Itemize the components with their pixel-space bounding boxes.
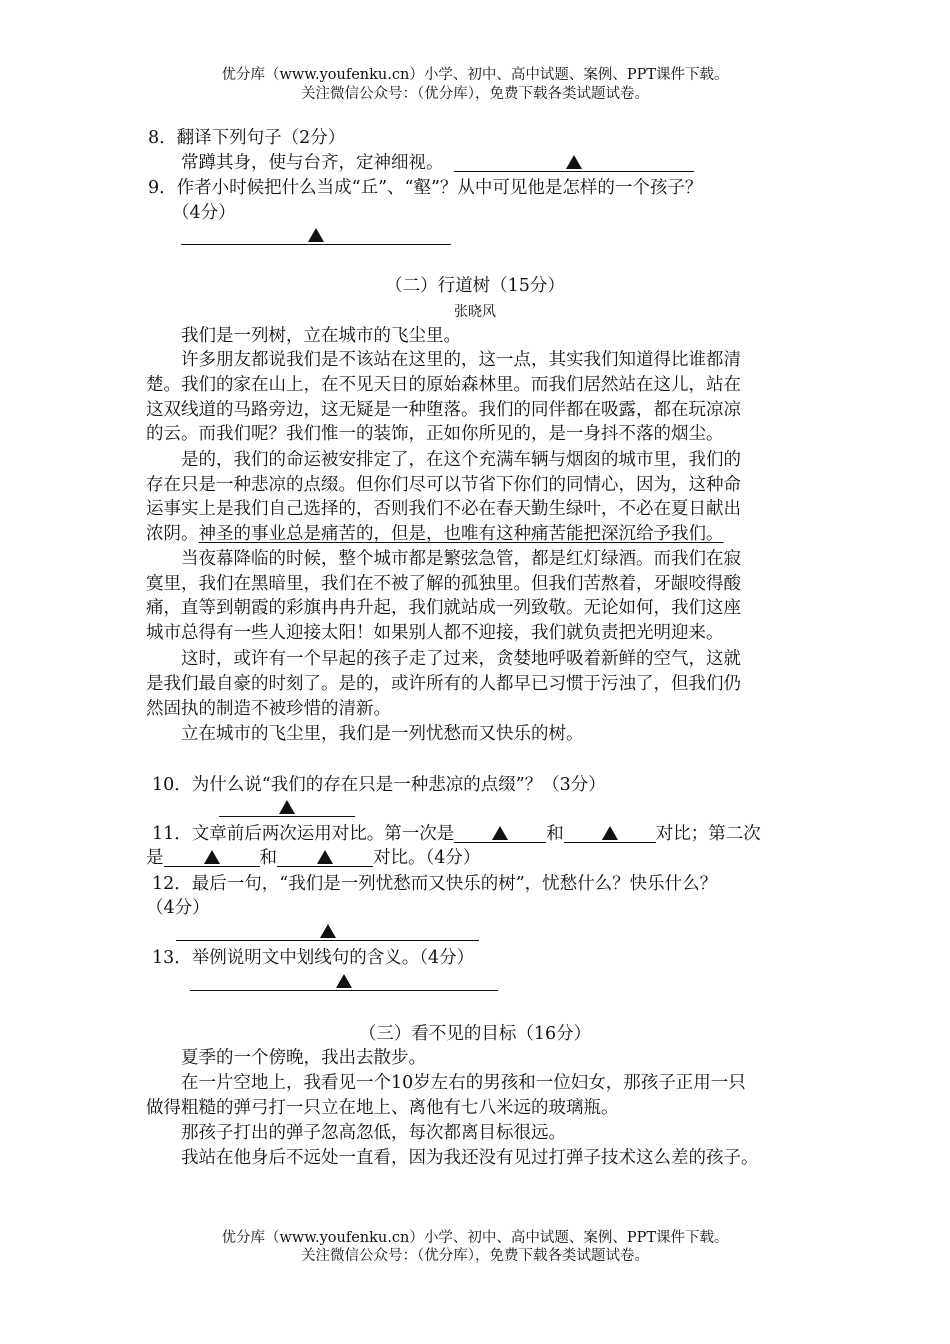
footer-line-2: 关注微信公众号：（优分库），免费下载各类试题试卷。 bbox=[301, 1248, 649, 1264]
q9-answer-blank[interactable] bbox=[181, 224, 451, 245]
q10-answer-blank[interactable] bbox=[219, 796, 355, 817]
q11-and: 和 bbox=[546, 824, 564, 844]
q11-blank-4[interactable] bbox=[277, 846, 373, 867]
paragraph-line: 当夜幕降临的时候，整个城市都是繁弦急管，都是红灯绿酒。而我们在寂 bbox=[181, 549, 741, 569]
q11-blank-2[interactable] bbox=[564, 822, 656, 843]
q13-answer-blank[interactable] bbox=[190, 970, 498, 991]
q11-line-2 bbox=[146, 846, 480, 870]
paragraph-line: 城市总得有一些人迎接太阳！如果别人都不迎接，我们就负责把光明迎来。 bbox=[146, 623, 724, 643]
q9-answer-line bbox=[181, 224, 451, 248]
q8-text: 常蹲其身，使与台齐，定神细视。 bbox=[181, 153, 444, 173]
section2-title: （二）行道树（15分） bbox=[385, 276, 565, 296]
triangle-icon bbox=[204, 850, 220, 864]
q13-answer-line bbox=[190, 970, 498, 994]
q12-answer-blank[interactable] bbox=[176, 920, 479, 941]
paragraph-line: 是我们最自豪的时刻了。是的，或许所有的人都早已习惯于污浊了，但我们仍 bbox=[146, 674, 741, 694]
q13-title: 13．举例说明文中划线句的含义。（4分） bbox=[152, 948, 475, 968]
q11-text: 对比。（4分） bbox=[373, 848, 481, 868]
footer-line-1: 优分库（www.youfenku.cn）小学、初中、高中试题、案例、PPT课件下载。 bbox=[221, 1230, 729, 1246]
q12-score: （4分） bbox=[146, 898, 210, 918]
q11-text: 对比；第二次 bbox=[655, 824, 761, 844]
q8-title: 8．翻译下列句子（2分） bbox=[148, 128, 346, 148]
section2-author: 张晓风 bbox=[454, 304, 496, 320]
paragraph-line: 这双线道的马路旁边，这无疑是一种堕落。我们的同伴都在吸露，都在玩凉凉 bbox=[146, 400, 741, 420]
paragraph-line: 在一片空地上，我看见一个10岁左右的男孩和一位妇女，那孩子正用一只 bbox=[181, 1073, 746, 1093]
paragraph-line: 运事实上是我们自己选择的，否则我们不必在春天勤生绿叶，不必在夏日献出 bbox=[146, 499, 741, 519]
paragraph-line-with-underline bbox=[146, 522, 724, 546]
paragraph-line: 我们是一列树，立在城市的飞尘里。 bbox=[181, 326, 461, 346]
q12-title: 12．最后一句，“我们是一列忧愁而又快乐的树”，忧愁什么？快乐什么？ bbox=[152, 874, 718, 894]
paragraph-line: 做得粗糙的弹弓打一只立在地上、离他有七八米远的玻璃瓶。 bbox=[146, 1098, 619, 1118]
header-line-1: 优分库（www.youfenku.cn）小学、初中、高中试题、案例、PPT课件下载。 bbox=[221, 67, 729, 83]
q12-answer-line bbox=[176, 920, 479, 944]
paragraph-line: 那孩子打出的弹子忽高忽低，每次都离目标很远。 bbox=[181, 1123, 566, 1143]
paragraph-line: 是的，我们的命运被安排定了，在这个充满车辆与烟囱的城市里，我们的 bbox=[181, 450, 741, 470]
paragraph-text: 浓阴。 bbox=[146, 524, 199, 544]
q11-line-1 bbox=[152, 822, 761, 846]
paragraph-line: 许多朋友都说我们是不该站在这里的，这一点，其实我们知道得比谁都清 bbox=[181, 350, 741, 370]
q8-answer-blank[interactable] bbox=[454, 151, 694, 172]
triangle-icon bbox=[336, 974, 352, 988]
q10-answer-line bbox=[219, 796, 355, 820]
triangle-icon bbox=[308, 228, 324, 242]
section3-title: （三）看不见的目标（16分） bbox=[358, 1024, 592, 1044]
paragraph-line: 痛，直等到朝霞的彩旗冉冉升起，我们就站成一列致敬。无论如何，我们这座 bbox=[146, 598, 741, 618]
q11-text: 是 bbox=[146, 848, 164, 868]
q11-and: 和 bbox=[259, 848, 277, 868]
triangle-icon bbox=[317, 850, 333, 864]
q9-title: 9．作者小时候把什么当成“丘”、“壑”？从中可见他是怎样的一个孩子？ bbox=[148, 178, 703, 198]
q11-blank-3[interactable] bbox=[164, 846, 260, 867]
paragraph-line: 然固执的制造不被珍惜的清新。 bbox=[146, 699, 391, 719]
paragraph-line: 的云。而我们呢？我们惟一的装饰，正如你所见的，是一身抖不落的烟尘。 bbox=[146, 424, 724, 444]
q10-title: 10．为什么说“我们的存在只是一种悲凉的点缀”？（3分） bbox=[152, 775, 606, 795]
triangle-icon bbox=[566, 155, 582, 169]
paragraph-line: 我站在他身后不远处一直看，因为我还没有见过打弹子技术这么差的孩子。 bbox=[181, 1148, 759, 1168]
paragraph-line: 这时，或许有一个早起的孩子走了过来，贪婪地呼吸着新鲜的空气，这就 bbox=[181, 649, 741, 669]
paragraph-line: 立在城市的飞尘里，我们是一列忧愁而又快乐的树。 bbox=[181, 724, 584, 744]
header-line-2: 关注微信公众号：（优分库），免费下载各类试题试卷。 bbox=[301, 86, 649, 102]
paragraph-line: 夏季的一个傍晚，我出去散步。 bbox=[181, 1048, 426, 1068]
underlined-sentence: 神圣的事业总是痛苦的，但是，也唯有这种痛苦能把深沉给予我们。 bbox=[198, 524, 724, 544]
q11-blank-1[interactable] bbox=[454, 822, 546, 843]
q9-score: （4分） bbox=[172, 203, 236, 223]
q11-text: 11．文章前后两次运用对比。第一次是 bbox=[152, 824, 455, 844]
triangle-icon bbox=[492, 826, 508, 840]
triangle-icon bbox=[320, 924, 336, 938]
triangle-icon bbox=[279, 800, 295, 814]
triangle-icon bbox=[602, 826, 618, 840]
paragraph-line: 寞里，我们在黑暗里，我们在不被了解的孤独里。但我们苦熬着，牙龈咬得酸 bbox=[146, 574, 741, 594]
paragraph-line: 楚。我们的家在山上，在不见天日的原始森林里。而我们居然站在这儿，站在 bbox=[146, 375, 741, 395]
q8-line bbox=[181, 151, 694, 175]
paragraph-line: 存在只是一种悲凉的点缀。但你们尽可以节省下你们的同情心，因为，这种命 bbox=[146, 475, 741, 495]
